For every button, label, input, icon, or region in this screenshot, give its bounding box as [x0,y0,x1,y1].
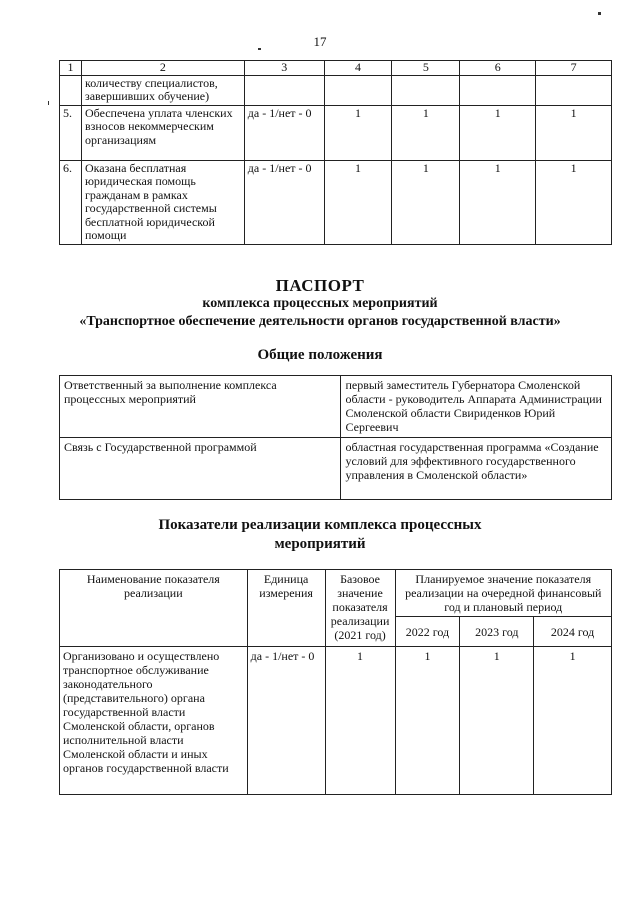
row-2022: 1 [392,160,460,244]
indicator-unit: да - 1/нет - 0 [247,647,325,795]
row-2024 [536,75,612,105]
table-header-row [60,61,612,76]
indicators-title-continued: мероприятий [274,536,366,552]
scan-mark [48,101,49,105]
column-header: 5 [392,61,460,76]
general-label: Связь с Государственной программой [60,438,341,500]
row-2024: 1 [536,105,612,160]
passport-program-name: «Транспортное обеспечение деятельности органов государственной власти» [79,314,561,329]
column-header: 4 [324,61,392,76]
row-base: 1 [324,105,392,160]
row-base: 1 [324,160,392,244]
indicator-2022: 1 [395,647,460,795]
scan-mark [258,48,261,50]
column-header: 6 [460,61,536,76]
general-value: первый заместитель Губернатора Смоленской области - руководитель Аппарата Администрации Смоленской области Свириденков Юрий Сергеевич [341,376,612,438]
page-number: 17 [313,34,327,49]
header-indicator-name: Наименование показателя реализации [60,570,248,647]
header-year-2023: 2023 год [460,617,534,647]
row-2023: 1 [460,160,536,244]
general-section-title: Общие положения [257,347,383,363]
table-row [60,160,612,244]
row-unit: да - 1/нет - 0 [244,105,324,160]
header-base-value: Базовое значение показателя реализации (2021 год) [325,570,395,647]
row-name: Оказана бесплатная юридическая помощь гражданам в рамках государственной системы бесплатной юридической помощи [81,160,244,244]
row-2022: 1 [392,105,460,160]
indicator-2024: 1 [534,647,612,795]
row-name: Обеспечена уплата членских взносов некоммерческим организациям [81,105,244,160]
continuation-table [59,60,612,245]
row-number [60,75,82,105]
passport-title: ПАСПОРТ [275,276,365,295]
table-row [60,438,612,500]
column-header: 7 [536,61,612,76]
general-table [59,375,612,500]
table-row [60,75,612,105]
row-number: 5. [60,105,82,160]
column-header: 3 [244,61,324,76]
row-unit: да - 1/нет - 0 [244,160,324,244]
header-year-2024: 2024 год [534,617,612,647]
row-2023: 1 [460,105,536,160]
table-row [60,105,612,160]
table-header-row [60,570,612,617]
table-row [60,376,612,438]
indicator-2023: 1 [460,647,534,795]
passport-subtitle: комплекса процессных мероприятий [202,296,438,311]
indicators-table [59,569,612,795]
row-name: количеству специалистов, завершивших обучение) [81,75,244,105]
row-2024: 1 [536,160,612,244]
row-2023 [460,75,536,105]
row-2022 [392,75,460,105]
general-label: Ответственный за выполнение комплекса процессных мероприятий [60,376,341,438]
scan-mark [598,12,601,15]
row-number: 6. [60,160,82,244]
header-year-2022: 2022 год [395,617,460,647]
general-value: областная государственная программа «Создание условий для эффективного государственного управления в Смоленской области» [341,438,612,500]
indicators-title: Показатели реализации комплекса процессных [158,517,482,533]
table-row [60,647,612,795]
header-planned-value: Планируемое значение показателя реализации на очередной финансовый год и плановый период [395,570,611,617]
row-unit [244,75,324,105]
column-header: 1 [60,61,82,76]
indicator-name: Организовано и осуществлено транспортное обслуживание законодательного (представительного) органа государственной власти Смоленской области, органов исполнительной власти Смоленской области и иных органов государственной власти [60,647,248,795]
column-header: 2 [81,61,244,76]
header-unit: Единица измерения [247,570,325,647]
indicator-base: 1 [325,647,395,795]
row-base [324,75,392,105]
